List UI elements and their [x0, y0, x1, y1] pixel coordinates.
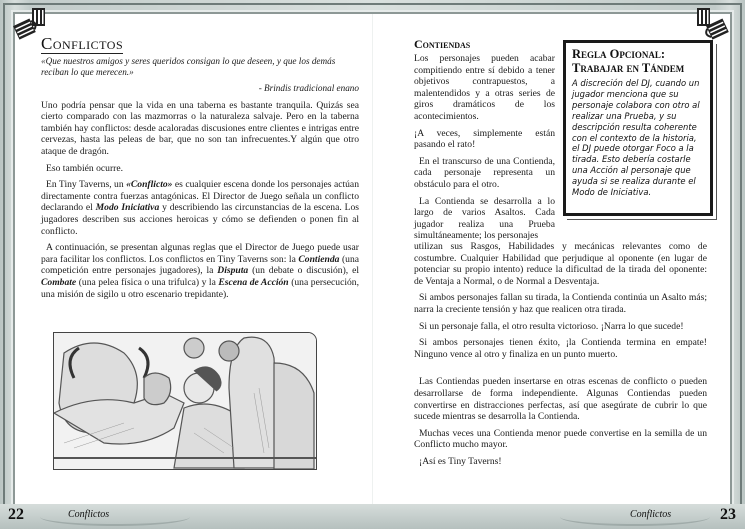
paragraph [41, 179, 359, 237]
running-head-right: Conflictos [630, 509, 672, 520]
term-contienda: Contienda [298, 253, 340, 265]
text-run: es cualquier escena donde los personajes actúan directamente contra fuerzas antagónicas. El Director de Juego señala un conflicto declarando el [41, 179, 359, 214]
paragraph: ¡A veces, simplemente están pasando el rato! [414, 127, 555, 151]
text-run: y describiendo las circunstancias de la escena. Los jugadores describen sus acciones heroicas y cómo se defienden o ponen fin al conflicto. [41, 202, 359, 237]
term-conflicto: «Conflicto» [126, 179, 173, 191]
page-number-left: 22 [8, 506, 24, 523]
paragraph: Uno podría pensar que la vida en una taberna es bastante tranquila. Quizás sea cierto comparado con las mazmorras o la naturaleza salvaje. Pero en la taberna también hay conflictos: desde acaloradas discusiones entre clientes e intrigas entre cervezas, hasta las peleas de bar, que no son tan infrecuentes.Y algún que otro ataque de dragón. [41, 99, 359, 157]
epigraph-attribution: - Brindis tradicional enano [258, 83, 359, 93]
term-combate: Combate [41, 276, 77, 288]
page-number-right: 23 [720, 506, 736, 523]
term-escena-de-accion: Escena de Acción [218, 276, 289, 288]
paragraph: La Contienda se desarrolla a lo largo de varios Asaltos. Cada jugador realiza una Prueba simultáneamente; los personajes [414, 195, 555, 242]
paragraph: Los personajes pueden acabar compitiendo entre sí debido a tener objetivos contrapuestos, a malentendidos y a otras series de giros dramáticos de los acontecimientos. [414, 53, 555, 122]
chapter-title: Conflictos [41, 34, 124, 53]
beer-mugs-icon-right [693, 6, 733, 42]
right-page-wide-column [414, 241, 707, 473]
sidebar-body: A discreción del DJ, cuando un jugador menciona que su personaje colabora con otro al realizar una Prueba, y su descripción resulta coherente con el contexto de la historia, el DJ puede otorgar Foco a la tirada. Esto debería costarle una Acción al personaje que ayuda si se realiza durante el Modo de Iniciativa. [572, 78, 700, 198]
text-run: (un debate o discusión), el [248, 265, 359, 277]
paragraph: ¡Así es Tiny Taverns! [419, 455, 502, 467]
running-head-left: Conflictos [68, 509, 110, 520]
paragraph [41, 242, 359, 300]
right-page-narrow-column [414, 37, 555, 247]
paragraph: Si ambos personajes fallan su tirada, la Contienda continúa un Asalto más; narra la creciente tensión y haz que realicen otra tirada. [414, 292, 707, 315]
tavern-arm-wrestling-illustration [53, 332, 317, 470]
paragraph: Si un personaje falla, el otro resulta victorioso. ¡Narra lo que sucede! [419, 320, 684, 332]
text-run: (una competición entre personajes jugadores), la [41, 253, 360, 277]
section-title: Contiendas [414, 37, 471, 51]
paragraph: Si ambos personajes tienen éxito, ¡la Contienda termina en empate! Ninguno vence al otro y finaliza en un punto muerto. [414, 337, 707, 360]
paragraph: Las Contiendas pueden insertarse en otras escenas de conflicto o pueden desarrollarse de forma independiente. Algunas Contiendas pueden convertirse en distracciones perfectas, así que asegúrate de cubrir lo que sucede mientras se desarrolla la Contienda. [414, 376, 707, 423]
paragraph: Eso también ocurre. [46, 162, 123, 174]
optional-rule-sidebar [563, 40, 713, 216]
left-page-text [41, 35, 359, 305]
term-disputa: Disputa [217, 265, 249, 277]
epigraph: «Que nuestros amigos y seres queridos consigan lo que deseen, y que los demás reciban lo que merecen.» [41, 56, 336, 77]
paragraph: En el transcurso de una Contienda, cada personaje representa un obstáculo para el otro. [414, 155, 555, 190]
paragraph: Muchas veces una Contienda menor puede convertise en la semilla de un Conflicto mucho mayor. [414, 427, 707, 451]
text-run: (una pelea física o una trifulca) y la [76, 276, 219, 288]
sidebar-title-line1: Regla Opcional: [572, 47, 666, 61]
spine-divider [372, 14, 373, 504]
text-run: A continuación, se presentan algunas reglas que el Director de Juego puede usar para facilitar los conflictos. Los conflictos en Tiny Taverns son: la [41, 242, 359, 265]
sidebar-title-line2: Trabajar en Tándem [572, 61, 685, 75]
text-run: (una persecución, una misión de sigilo u otro escenario trepidante). [41, 276, 359, 300]
footer-ornament-left [40, 508, 190, 526]
term-modo-iniciativa: Modo Iniciativa [95, 202, 160, 214]
paragraph: utilizan sus Rasgos, Habilidades y mecánicas relevantes como de costumbre. Cualquier Habilidad que perjudique al oponente (en lugar de potenciar su propio intento) reduce la dificultad de la tirada del oponente: de Ventaja a Normal, o de Normal a Desventaja. [414, 241, 707, 287]
text-run: En Tiny Taverns, un [46, 179, 127, 191]
